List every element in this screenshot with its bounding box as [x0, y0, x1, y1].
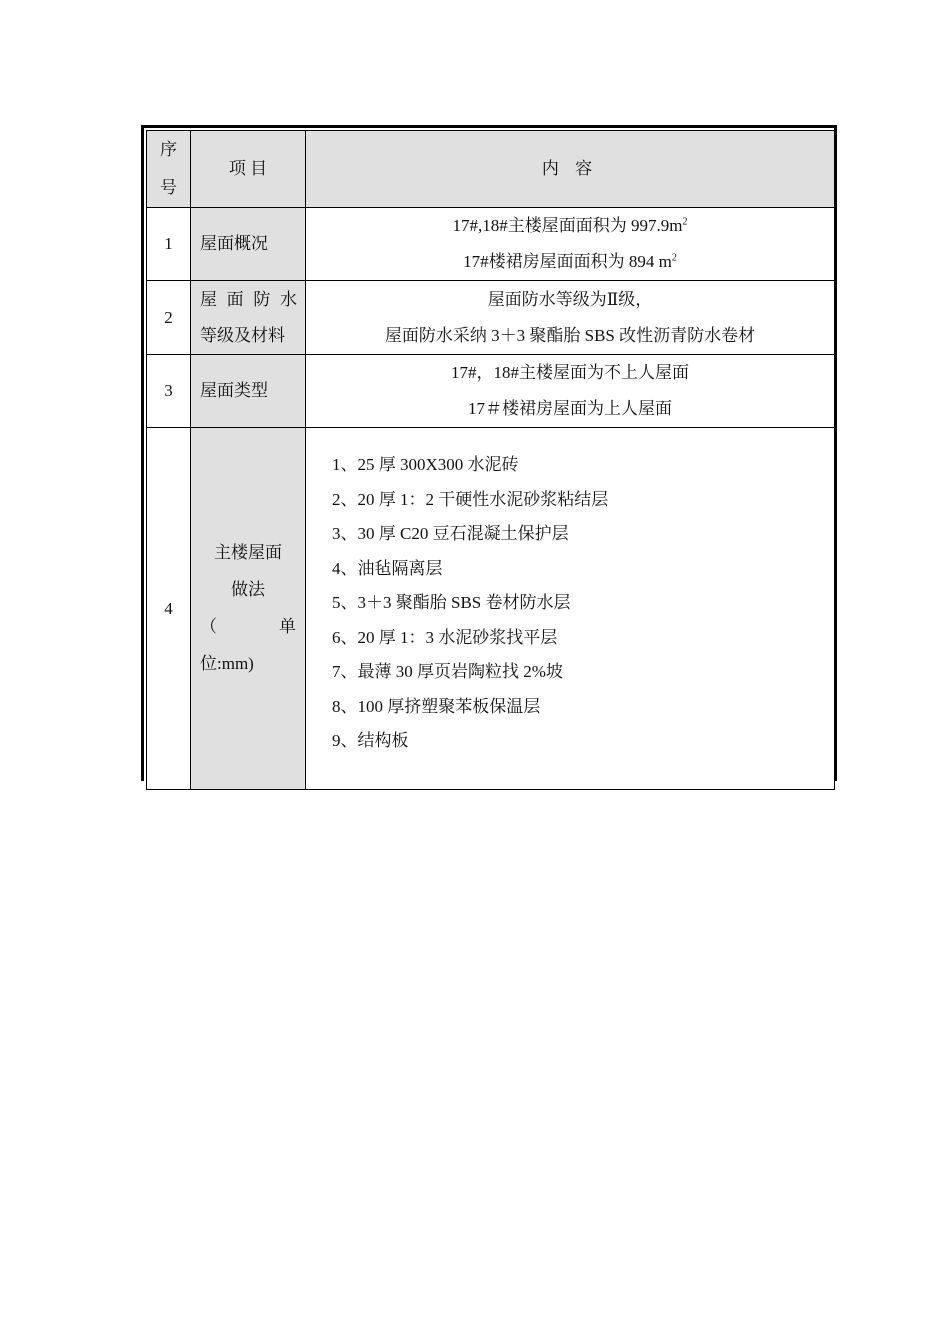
content-line: 17#，18#主楼屋面为不上人屋面 [451, 363, 689, 382]
row-content [306, 208, 835, 281]
roof-spec-table [146, 130, 835, 790]
table-header-row [147, 131, 835, 208]
unit-label: 单 [279, 617, 296, 637]
table-row [147, 355, 835, 428]
row-seq: 1 [147, 208, 191, 281]
header-item-label: 项 目 [228, 159, 268, 179]
row-seq: 2 [147, 281, 191, 355]
content-line: 屋面防水等级为Ⅱ级， [487, 289, 653, 309]
row-item-line: 等级及材料 [200, 325, 285, 345]
row-seq: 3 [147, 355, 191, 428]
row-item-line: 位:mm) [200, 654, 254, 674]
area-podium: 17#楼裙房屋面面积为 894 m [463, 252, 672, 271]
row-item-line: 主楼屋面 [214, 543, 282, 563]
row-item [191, 428, 306, 790]
header-item [191, 131, 306, 208]
row-seq: 4 [147, 428, 191, 790]
list-item: 5、3＋3 聚酯胎 SBS 卷材防水层 [332, 593, 571, 612]
table-row [147, 208, 835, 281]
list-item: 4、油毡隔离层 [332, 558, 443, 578]
list-item: 6、20 厚 1：3 水泥砂浆找平层 [332, 627, 558, 647]
row-item-unit-line [191, 608, 305, 645]
content-line: 17＃楼裙房屋面为上人屋面 [468, 399, 672, 418]
area-main-building: 17#,18#主楼屋面面积为 997.9m [452, 216, 683, 235]
header-seq-line2: 号 [160, 178, 177, 197]
row-item-line: 屋面防水 [200, 289, 297, 309]
list-item: 2、20 厚 1：2 干硬性水泥砂浆粘结层 [332, 489, 609, 509]
content-line: 屋面防水采纳 3＋3 聚酯胎 SBS 改性沥青防水卷材 [384, 325, 756, 345]
row-content [306, 281, 835, 355]
roof-spec-table-frame [141, 125, 837, 781]
row-content [306, 428, 835, 790]
table-row [147, 428, 835, 790]
header-seq-line1: 序 [160, 140, 177, 159]
list-item: 3、30 厚 C20 豆石混凝土保护层 [332, 524, 569, 543]
header-seq [147, 131, 191, 208]
row-item [191, 281, 306, 355]
row-item-line: 做法 [231, 580, 265, 600]
list-item: 8、100 厚挤塑聚苯板保温层 [332, 696, 541, 716]
area-unit-sup: 2 [671, 252, 677, 264]
header-content [306, 131, 835, 208]
row-content [306, 355, 835, 428]
content-line [306, 244, 834, 280]
list-item: 9、结构板 [332, 731, 409, 750]
row-item: 屋面概况 [191, 208, 306, 281]
roof-method-list [306, 428, 834, 789]
header-content-label: 内 容 [541, 159, 599, 179]
list-item: 1、25 厚 300X300 水泥砖 [332, 455, 519, 474]
table-row [147, 281, 835, 355]
content-line [306, 208, 834, 244]
unit-paren: （ [200, 617, 217, 637]
list-item: 7、最薄 30 厚页岩陶粒找 2%坡 [332, 662, 563, 681]
area-unit-sup: 2 [682, 216, 688, 228]
row-item: 屋面类型 [191, 355, 306, 428]
